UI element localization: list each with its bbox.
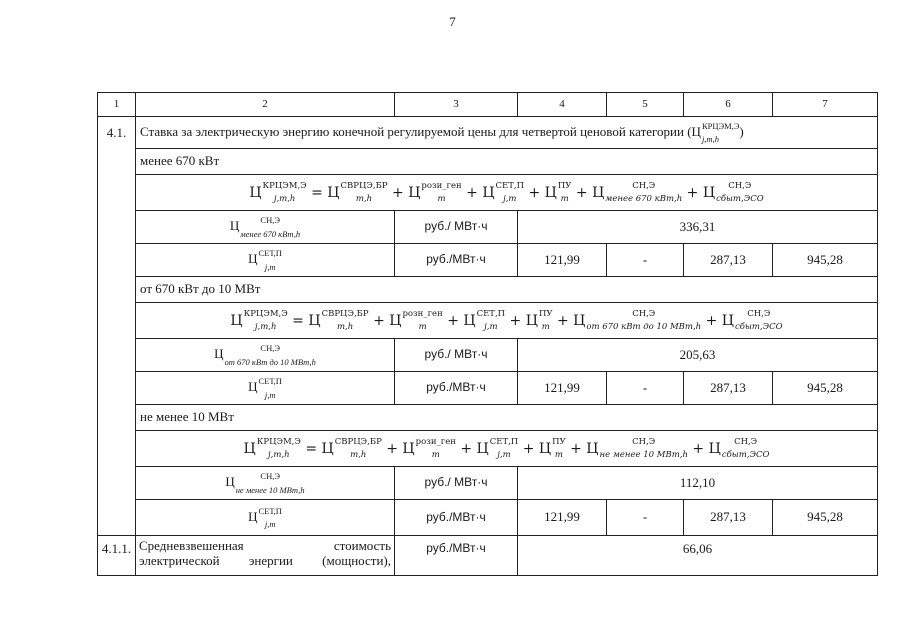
value-cell: 945,28 [773,244,878,277]
unit-cell: руб./ МВт·ч [395,467,518,500]
table-row [98,500,878,536]
unit-cell: руб./МВт·ч [395,372,518,405]
title-superscript: КРЦЭМ,Э [701,120,740,131]
value-cell: 205,63 [518,339,878,372]
group-label: не менее 10 МВт [136,405,878,431]
title-close: ) [739,123,744,139]
price-formula: Ц КРЦЭМ,Э j,m,h = Ц СВРЦЭ,БР m,h + Ц рози_ген m + Ц СЕТ,П j,m + Ц ПУ m + Ц СН,Э менее 670 кВт,h + Ц СН,Э сбыт,ЭСО [136,175,878,211]
unit-cell: руб./ МВт·ч [395,339,518,372]
value-cell: 336,31 [518,211,878,244]
component-symbol: Ц СЕТ,П j,m [136,372,395,405]
title-subscript: j,m,h [701,134,719,144]
value-cell: 287,13 [684,372,773,405]
section-title-text: Ставка за электрическую энергию конечной регулируемой цены для четвертой ценовой категории (Ц [140,123,701,139]
value-cell: - [607,244,684,277]
column-header: 3 [395,93,518,117]
group-label-row [98,405,878,431]
value-cell: 287,13 [684,244,773,277]
group-label-row [98,277,878,303]
value-cell: 121,99 [518,372,607,405]
tariff-table [97,92,878,576]
subsection-description [136,536,395,576]
price-formula: Ц КРЦЭМ,Э j,m,h = Ц СВРЦЭ,БР m,h + Ц розн_ген m + Ц СЕТ,П j,m + Ц ПУ m + Ц СН,Э от 670 кВт до 10 МВт,h + Ц СН,Э сбыт,ЭСО [136,303,878,339]
group-label: менее 670 кВт [136,149,878,175]
table-row [98,244,878,277]
formula-row [98,431,878,467]
column-header-row [98,93,878,117]
value-cell: 66,06 [518,536,878,576]
column-header: 1 [98,93,136,117]
component-symbol: Ц СН,Э не менее 10 МВт,h [136,467,395,500]
subsection-line: электрической энергии (мощности), [139,552,391,568]
formula-row [98,175,878,211]
section-title [136,117,878,149]
column-header: 2 [136,93,395,117]
page-number: 7 [449,14,456,29]
formula-row [98,303,878,339]
table-row [98,372,878,405]
unit-cell: руб./МВт·ч [395,536,518,576]
subsection-line: Средневзвешенная стоимость [139,538,391,553]
value-cell: 112,10 [518,467,878,500]
unit-cell: руб./МВт·ч [395,244,518,277]
column-header: 4 [518,93,607,117]
section-title-row [98,117,878,149]
value-cell: 287,13 [684,500,773,536]
subsection-row [98,536,878,576]
value-cell: 945,28 [773,500,878,536]
value-cell: - [607,372,684,405]
table-row [98,339,878,372]
component-symbol: Ц СЕТ,П j,m [136,500,395,536]
value-cell: 945,28 [773,372,878,405]
value-cell: - [607,500,684,536]
table-row [98,211,878,244]
price-formula: Ц КРЦЭМ,Э j,m,h = Ц СВРЦЭ,БР m,h + Ц рози_ген m + Ц СЕТ,П j,m + Ц ПУ m + Ц СН,Э не менее 10 МВт,h + Ц СН,Э сбыт,ЭСО [136,431,878,467]
component-symbol: Ц СН,Э менее 670 кВт,h [136,211,395,244]
subsection-number: 4.1.1. [98,536,136,576]
group-label: от 670 кВт до 10 МВт [136,277,878,303]
component-symbol: Ц СЕТ,П j,m [136,244,395,277]
column-header: 7 [773,93,878,117]
value-cell: 121,99 [518,500,607,536]
value-cell: 121,99 [518,244,607,277]
section-number: 4.1. [98,117,136,536]
column-header: 6 [684,93,773,117]
unit-cell: руб./МВт·ч [395,500,518,536]
table-row [98,467,878,500]
group-label-row [98,149,878,175]
unit-cell: руб./ МВт·ч [395,211,518,244]
component-symbol: Ц СН,Э от 670 кВт до 10 МВт,h [136,339,395,372]
column-header: 5 [607,93,684,117]
